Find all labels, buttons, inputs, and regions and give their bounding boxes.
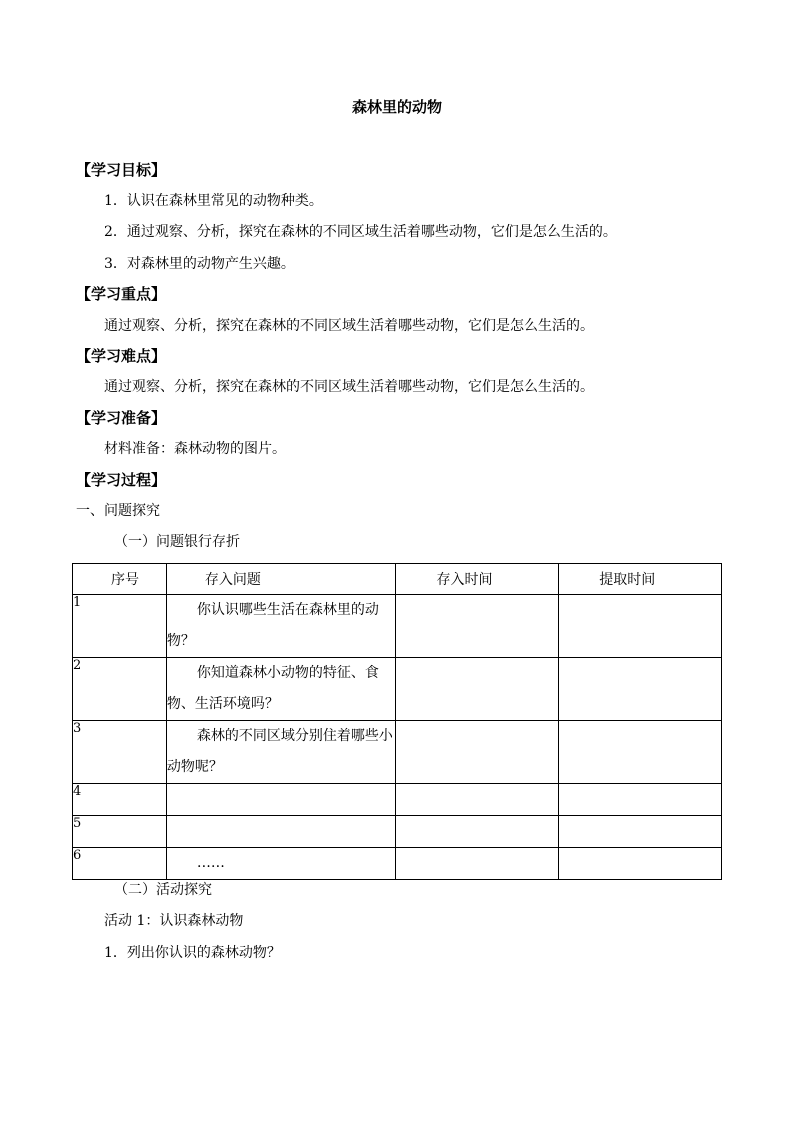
row-question: 你认识哪些生活在森林里的动物？ bbox=[166, 595, 396, 658]
row-number: 2 bbox=[73, 658, 167, 721]
key-heading: 【学习重点】 bbox=[76, 285, 167, 303]
row-deposit-time[interactable] bbox=[396, 658, 559, 721]
table-row bbox=[73, 816, 722, 848]
row-withdraw-time[interactable] bbox=[559, 848, 722, 880]
row-deposit-time[interactable] bbox=[396, 848, 559, 880]
table-header-no: 序号 bbox=[73, 564, 167, 595]
table-header-withdraw-time: 提取时间 bbox=[559, 564, 722, 595]
row-withdraw-time[interactable] bbox=[559, 721, 722, 784]
subsection-2-title: （二）活动探究 bbox=[114, 882, 212, 898]
row-deposit-time[interactable] bbox=[396, 595, 559, 658]
part-1-title: 一、问题探究 bbox=[76, 503, 160, 519]
subsection-1-title: （一）问题银行存折 bbox=[114, 534, 240, 550]
table-row bbox=[73, 658, 722, 721]
row-number: 6 bbox=[73, 848, 167, 880]
goal-item-3: 3．对森林里的动物产生兴趣。 bbox=[104, 256, 295, 272]
row-number: 3 bbox=[73, 721, 167, 784]
row-question: 你知道森林小动物的特征、食物、生活环境吗？ bbox=[166, 658, 396, 721]
row-deposit-time[interactable] bbox=[396, 816, 559, 848]
row-withdraw-time[interactable] bbox=[559, 658, 722, 721]
row-withdraw-time[interactable] bbox=[559, 784, 722, 816]
difficulty-heading: 【学习难点】 bbox=[76, 347, 167, 365]
key-text: 通过观察、分析，探究在森林的不同区域生活着哪些动物，它们是怎么生活的。 bbox=[104, 318, 594, 334]
row-deposit-time[interactable] bbox=[396, 784, 559, 816]
row-question[interactable] bbox=[166, 784, 396, 816]
row-number: 4 bbox=[73, 784, 167, 816]
row-withdraw-time[interactable] bbox=[559, 816, 722, 848]
prep-heading: 【学习准备】 bbox=[76, 409, 167, 427]
row-deposit-time[interactable] bbox=[396, 721, 559, 784]
goal-item-2: 2．通过观察、分析，探究在森林的不同区域生活着哪些动物，它们是怎么生活的。 bbox=[104, 224, 617, 240]
page-title: 森林里的动物 bbox=[351, 98, 442, 116]
prep-text: 材料准备：森林动物的图片。 bbox=[104, 441, 286, 457]
goals-heading: 【学习目标】 bbox=[76, 161, 167, 179]
question-bank-table bbox=[72, 563, 722, 880]
table-header-deposit-time: 存入时间 bbox=[396, 564, 559, 595]
row-withdraw-time[interactable] bbox=[559, 595, 722, 658]
row-question[interactable] bbox=[166, 816, 396, 848]
activity-1-question-1: 1．列出你认识的森林动物？ bbox=[104, 945, 281, 961]
table-row bbox=[73, 784, 722, 816]
table-row bbox=[73, 721, 722, 784]
row-question: …… bbox=[166, 848, 396, 880]
activity-1-title: 活动 1：认识森林动物 bbox=[104, 913, 244, 929]
table-row bbox=[73, 595, 722, 658]
row-number: 1 bbox=[73, 595, 167, 658]
difficulty-text: 通过观察、分析，探究在森林的不同区域生活着哪些动物，它们是怎么生活的。 bbox=[104, 379, 594, 395]
row-number: 5 bbox=[73, 816, 167, 848]
goal-item-1: 1．认识在森林里常见的动物种类。 bbox=[104, 193, 323, 209]
table-header-question: 存入问题 bbox=[166, 564, 396, 595]
row-question: 森林的不同区域分别住着哪些小动物呢？ bbox=[166, 721, 396, 784]
table-row bbox=[73, 848, 722, 880]
process-heading: 【学习过程】 bbox=[76, 471, 167, 489]
